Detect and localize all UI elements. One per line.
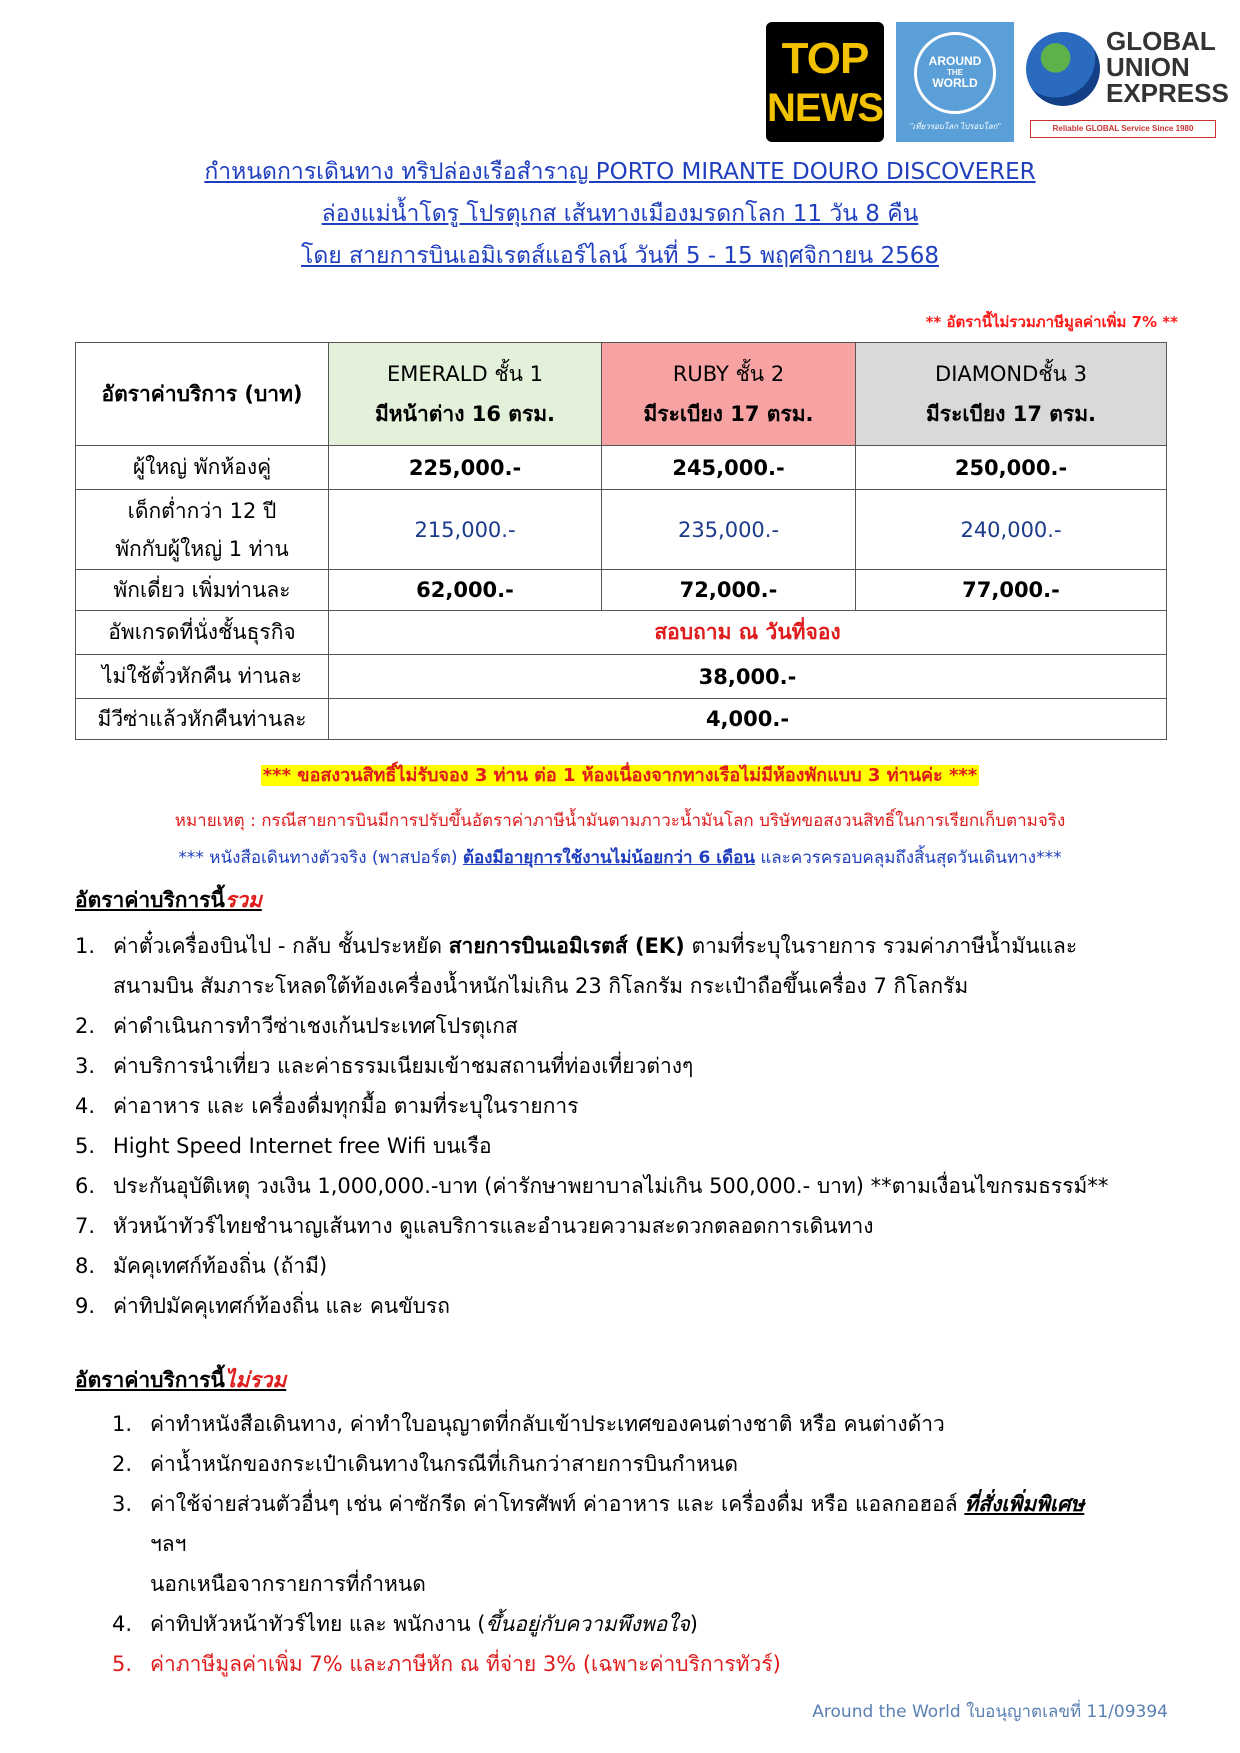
list-item-text xyxy=(150,1484,1084,1604)
list-item-number: 2. xyxy=(112,1452,133,1476)
passport-remark-b: ต้องมีอายุการใช้งานไม่น้อยกว่า 6 เดือน xyxy=(462,848,755,868)
price-cell: 245,000.- xyxy=(602,446,856,490)
passport-remark xyxy=(0,844,1240,871)
included-heading xyxy=(75,884,262,917)
gue-logo-words xyxy=(1106,28,1229,106)
list-item xyxy=(75,1126,1175,1166)
list-item-number: 5. xyxy=(75,1134,96,1158)
list-item-text-c: ฯลฯ xyxy=(150,1532,187,1556)
included-list xyxy=(75,926,1175,1326)
price-cell-merged: 4,000.- xyxy=(329,699,1167,740)
price-cell: 250,000.- xyxy=(856,446,1167,490)
price-cell: 215,000.- xyxy=(329,490,602,570)
list-item-text: ค่าน้ำหนักของกระเป๋าเดินทางในกรณีที่เกินกว่าสายการบินกำหนด xyxy=(150,1452,738,1476)
atw-logo-line3: WORLD xyxy=(932,76,978,90)
list-item xyxy=(112,1444,1182,1484)
earth-icon xyxy=(1026,32,1100,106)
list-item xyxy=(112,1644,1182,1684)
table-row-has-visa xyxy=(76,699,1167,740)
excluded-heading-b: ไม่รวม xyxy=(224,1368,287,1392)
price-cell: 77,000.- xyxy=(856,570,1167,611)
list-item-text: มัคคุเทศก์ท้องถิ่น (ถ้ามี) xyxy=(113,1254,328,1278)
list-item-text-a: ค่าใช้จ่ายส่วนตัวอื่นๆ เช่น ค่าซักรีด ค่าโทรศัพท์ ค่าอาหาร และ เครื่องดื่ม หรือ แอลกอฮอล์ xyxy=(150,1492,965,1516)
excluded-heading xyxy=(75,1364,286,1397)
list-item-number: 1. xyxy=(75,934,96,958)
row-label: มีวีซ่าแล้วหักคืนท่านละ xyxy=(76,699,329,740)
row-label: พักเดี่ยว เพิ่มท่านละ xyxy=(76,570,329,611)
table-row-child xyxy=(76,490,1167,570)
list-item xyxy=(75,1206,1175,1246)
column-diamond-name: DIAMONDชั้น 3 xyxy=(935,362,1087,386)
gue-logo-slogan: Reliable GLOBAL Service Since 1980 xyxy=(1030,120,1216,138)
list-item-text: ค่าดำเนินการทำวีซ่าเชงเก้นประเทศโปรตุเกส xyxy=(113,1014,518,1038)
price-cell: 62,000.- xyxy=(329,570,602,611)
column-diamond xyxy=(856,343,1167,446)
title-line-2: ล่องแม่น้ำโดรู โปรตุเกส เส้นทางเมืองมรดกโลก 11 วัน 8 คืน xyxy=(321,201,919,227)
gue-logo-line3: EXPRESS xyxy=(1106,78,1229,108)
column-ruby xyxy=(602,343,856,446)
topnews-logo-line1: TOP xyxy=(781,33,869,83)
list-item-text-c: ) xyxy=(689,1612,698,1636)
table-row-upgrade xyxy=(76,611,1167,655)
list-item-number: 4. xyxy=(112,1612,133,1636)
list-item-text: ค่าภาษีมูลค่าเพิ่ม 7% และภาษีหัก ณ ที่จ่าย 3% (เฉพาะค่าบริการทัวร์) xyxy=(150,1652,781,1676)
column-ruby-sub: มีระเบียง 17 ตรม. xyxy=(643,402,814,426)
list-item-text-c: ตามที่ระบุในรายการ รวมค่าภาษีน้ำมันและ xyxy=(684,934,1078,958)
list-item-number: 9. xyxy=(75,1294,96,1318)
column-emerald-name: EMERALD ชั้น 1 xyxy=(387,362,543,386)
table-row-adult xyxy=(76,446,1167,490)
list-item xyxy=(75,926,1175,1006)
list-item xyxy=(112,1604,1182,1644)
row-label-line1: เด็กต่ำกว่า 12 ปี xyxy=(127,498,277,523)
list-item-number: 5. xyxy=(112,1652,133,1676)
list-item-text-b: ที่สั่งเพิ่มพิเศษ xyxy=(964,1492,1085,1516)
column-emerald-sub: มีหน้าต่าง 16 ตรม. xyxy=(374,402,556,426)
price-cell: 235,000.- xyxy=(602,490,856,570)
list-item-text: หัวหน้าทัวร์ไทยชำนาญเส้นทาง ดูแลบริการและอำนวยความสะดวกตลอดการเดินทาง xyxy=(113,1214,874,1238)
row-label-line2: พักกับผู้ใหญ่ 1 ท่าน xyxy=(115,536,289,561)
around-the-world-logo xyxy=(896,22,1014,142)
row-label: อัพเกรดที่นั่งชั้นธุรกิจ xyxy=(76,611,329,655)
globe-icon xyxy=(914,32,996,114)
column-diamond-sub: มีระเบียง 17 ตรม. xyxy=(925,402,1097,426)
list-item-text-d: นอกเหนือจากรายการที่กำหนด xyxy=(150,1572,426,1596)
list-item xyxy=(75,1166,1175,1206)
table-header-row xyxy=(76,343,1167,446)
topnews-logo-line2: NEWS xyxy=(767,85,883,130)
table-row-no-ticket xyxy=(76,655,1167,699)
list-item-text: ประกันอุบัติเหตุ วงเงิน 1,000,000.-บาท (ค่ารักษาพยาบาลไม่เกิน 500,000.- บาท) **ตามเงื่อนไขกรมธรรม์** xyxy=(113,1174,1109,1198)
triple-room-note xyxy=(0,760,1240,789)
list-item-number: 2. xyxy=(75,1014,96,1038)
list-item-number: 6. xyxy=(75,1174,96,1198)
list-item-number: 3. xyxy=(112,1492,133,1516)
list-item xyxy=(75,1006,1175,1046)
included-heading-a: อัตราค่าบริการนี้ xyxy=(75,888,225,912)
list-item-text-d: สนามบิน สัมภาระโหลดใต้ท้องเครื่องน้ำหนักไม่เกิน 23 กิโลกรัม กระเป๋าถือขึ้นเครื่อง 7 กิโลกรัม xyxy=(113,974,969,998)
list-item-number: 3. xyxy=(75,1054,96,1078)
list-item-text-b: ขึ้นอยู่กับความพึงพอใจ xyxy=(485,1612,690,1636)
list-item-number: 1. xyxy=(112,1412,133,1436)
list-item-number: 7. xyxy=(75,1214,96,1238)
price-cell: 225,000.- xyxy=(329,446,602,490)
passport-remark-a: *** หนังสือเดินทางตัวจริง (พาสปอร์ต) xyxy=(178,848,463,868)
atw-logo-tagline: "เที่ยวรอบโลก ไปรอบโลก" xyxy=(909,121,1001,131)
list-item-number: 8. xyxy=(75,1254,96,1278)
list-item-text-a: ค่าทิปหัวหน้าทัวร์ไทย และ พนักงาน ( xyxy=(150,1612,486,1636)
list-item-text: Hight Speed Internet free Wifi บนเรือ xyxy=(113,1134,492,1158)
license-footer: Around the World ใบอนุญาตเลขที่ 11/09394 xyxy=(812,1702,1168,1722)
vat-note: ** อัตรานี้ไม่รวมภาษีมูลค่าเพิ่ม 7% ** xyxy=(925,313,1178,331)
fuel-remark: หมายเหตุ : กรณีสายการบินมีการปรับขึ้นอัตราค่าภาษีน้ำมันตามภาวะน้ำมันโลก บริษัทขอสงวนสิทธิ์ในการเรียกเก็บตามจริง xyxy=(174,811,1066,831)
list-item-text-a: ค่าตั๋วเครื่องบินไป - กลับ ชั้นประหยัด xyxy=(113,934,449,958)
row-label xyxy=(76,490,329,570)
triple-room-note-text: *** ขอสงวนสิทธิ์ไม่รับจอง 3 ท่าน ต่อ 1 ห้องเนื่องจากทางเรือไม่มีห้องพักแบบ 3 ท่านค่ะ *** xyxy=(262,765,978,786)
list-item-text: ค่าอาหาร และ เครื่องดื่มทุกมื้อ ตามที่ระบุในรายการ xyxy=(113,1094,579,1118)
logo-bar xyxy=(766,22,1229,144)
table-row-single xyxy=(76,570,1167,611)
list-item-text xyxy=(113,926,1077,1006)
row-label: ไม่ใช้ตั๋วหักคืน ท่านละ xyxy=(76,655,329,699)
global-union-express-logo xyxy=(1026,22,1229,144)
topnews-logo xyxy=(766,22,884,142)
excluded-list xyxy=(112,1404,1182,1684)
list-item-text-b: สายการบินเอมิเรตส์ (EK) xyxy=(448,934,685,958)
list-item xyxy=(112,1484,1182,1604)
price-cell-merged: 38,000.- xyxy=(329,655,1167,699)
title-line-3: โดย สายการบินเอมิเรตส์แอร์ไลน์ วันที่ 5 - 15 พฤศจิกายน 2568 xyxy=(300,243,940,269)
list-item-number: 4. xyxy=(75,1094,96,1118)
gue-logo-line2: UNION xyxy=(1106,52,1190,82)
list-item xyxy=(112,1404,1182,1444)
list-item-text: ค่าบริการนำเที่ยว และค่าธรรมเนียมเข้าชมสถานที่ท่องเที่ยวต่างๆ xyxy=(113,1054,694,1078)
atw-logo-line2: THE xyxy=(947,68,963,77)
excluded-heading-a: อัตราค่าบริการนี้ xyxy=(75,1368,225,1392)
title-line-1: กำหนดการเดินทาง ทริปล่องเรือสำราญ PORTO MIRANTE DOURO DISCOVERER xyxy=(204,159,1036,185)
price-cell-merged: สอบถาม ณ วันที่จอง xyxy=(329,611,1167,655)
included-heading-b: รวม xyxy=(224,888,262,912)
column-ruby-name: RUBY ชั้น 2 xyxy=(672,362,785,386)
row-label: ผู้ใหญ่ พักห้องคู่ xyxy=(76,446,329,490)
list-item xyxy=(75,1246,1175,1286)
passport-remark-c: และควรครอบคลุมถึงสิ้นสุดวันเดินทาง*** xyxy=(754,848,1062,868)
price-cell: 240,000.- xyxy=(856,490,1167,570)
list-item xyxy=(75,1286,1175,1326)
atw-logo-line1: AROUND xyxy=(928,54,982,68)
list-item-text xyxy=(150,1604,698,1644)
gue-logo-line1: GLOBAL xyxy=(1106,26,1216,56)
table-header-label: อัตราค่าบริการ (บาท) xyxy=(76,343,329,446)
list-item-text: ค่าทำหนังสือเดินทาง, ค่าทำใบอนุญาตที่กลับเข้าประเทศของคนต่างชาติ หรือ คนต่างด้าว xyxy=(150,1412,945,1436)
price-table xyxy=(75,342,1167,740)
column-emerald xyxy=(329,343,602,446)
price-cell: 72,000.- xyxy=(602,570,856,611)
list-item-text: ค่าทิปมัคคุเทศก์ท้องถิ่น และ คนขับรถ xyxy=(113,1294,450,1318)
list-item xyxy=(75,1086,1175,1126)
list-item xyxy=(75,1046,1175,1086)
